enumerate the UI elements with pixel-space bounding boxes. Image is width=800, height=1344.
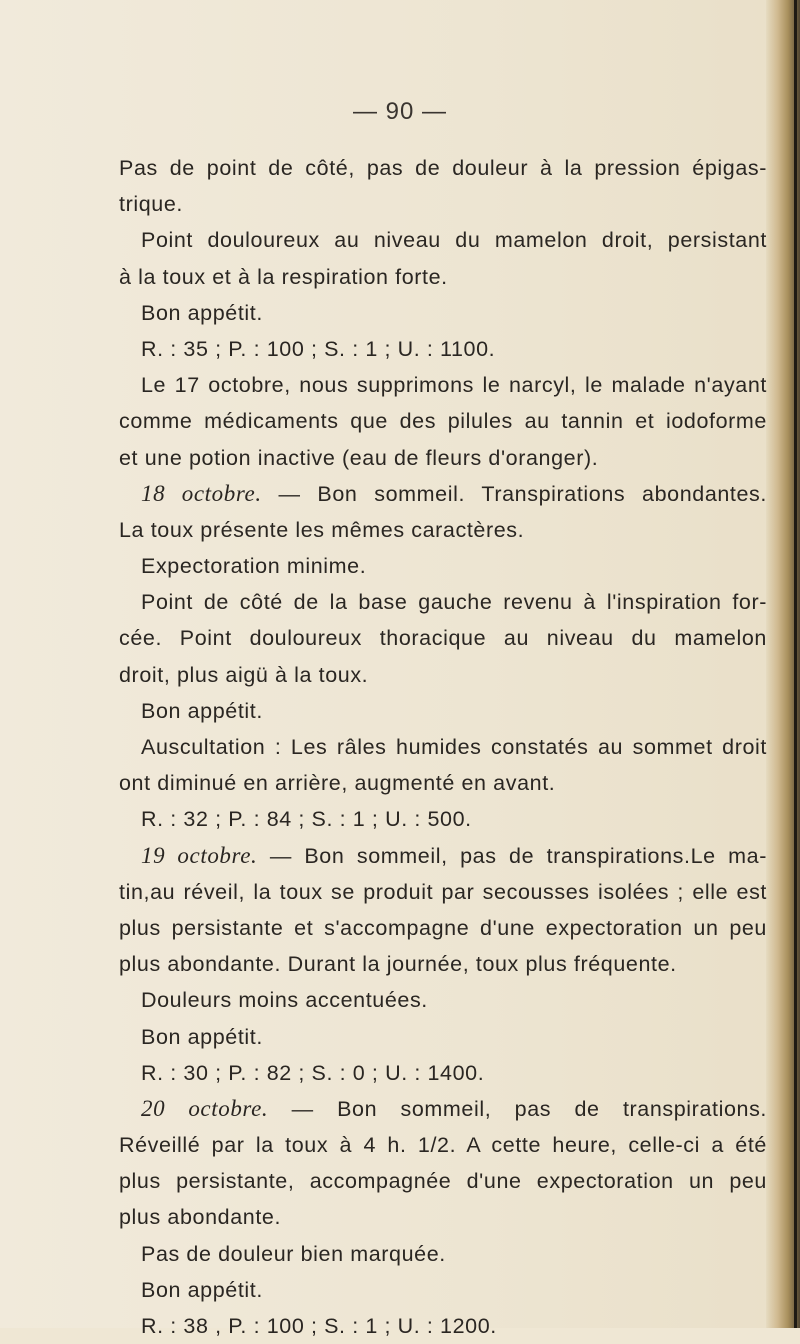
entry-heading-line xyxy=(119,838,767,874)
text-line: plus abondante. xyxy=(119,1205,282,1230)
text-line: Pas de douleur bien marquée. xyxy=(141,1241,446,1266)
entry-heading-line xyxy=(119,1091,767,1127)
text-line: tin,au réveil, la toux se produit par secousses isolées ; elle est xyxy=(119,879,767,904)
text-line: Le 17 octobre, nous supprimons le narcyl, le malade n'ayant xyxy=(141,373,767,398)
text-line: trique. xyxy=(119,192,183,217)
text-line: Expectoration minime. xyxy=(141,554,367,579)
entry-text: — Bon sommeil, pas de transpirations.Le ma- xyxy=(257,843,767,868)
text-line: Point douloureux au niveau du mamelon droit, persistant xyxy=(141,228,767,253)
vitals-line: R. : 30 ; P. : 82 ; S. : 0 ; U. : 1400. xyxy=(141,1060,485,1085)
text-line: La toux présente les mêmes caractères. xyxy=(119,517,525,542)
text-line: droit, plus aigü à la toux. xyxy=(119,662,369,687)
text-line: plus persistante et s'accompagne d'une expectoration un peu xyxy=(119,915,767,940)
vitals-line: R. : 32 ; P. : 84 ; S. : 1 ; U. : 500. xyxy=(141,807,472,832)
body-text xyxy=(119,150,767,1344)
entry-date: 19 octobre. xyxy=(141,842,258,868)
text-line: et une potion inactive (eau de fleurs d'oranger). xyxy=(119,445,599,470)
text-line: ont diminué en arrière, augmenté en avant. xyxy=(119,771,556,796)
page-edge-line xyxy=(794,0,797,1328)
page-number: — 90 — xyxy=(352,98,448,125)
text-line: Bon appétit. xyxy=(141,1277,263,1302)
entry-date: 20 octobre. xyxy=(141,1095,269,1121)
entry-text: — Bon sommeil. Transpirations abondantes. xyxy=(261,481,767,506)
text-line: Bon appétit. xyxy=(141,300,263,325)
text-line: Auscultation : Les râles humides constatés au sommet droit xyxy=(141,735,767,759)
entry-date: 18 octobre. xyxy=(141,480,262,506)
text-line: cée. Point douloureux thoracique au niveau du mamelon xyxy=(119,626,767,651)
text-line: Bon appétit. xyxy=(141,1024,263,1049)
vitals-line: R. : 35 ; P. : 100 ; S. : 1 ; U. : 1100. xyxy=(141,336,496,361)
text-line: Point de côté de la base gauche revenu à l'inspiration for- xyxy=(141,590,767,615)
text-line: Bon appétit. xyxy=(141,698,263,723)
text-line: comme médicaments que des pilules au tannin et iodoforme xyxy=(119,409,767,434)
text-line: Douleurs moins accentuées. xyxy=(141,988,428,1013)
text-line: Pas de point de côté, pas de douleur à la pression épigas- xyxy=(119,156,767,180)
text-line: plus persistante, accompagnée d'une expectoration un peu xyxy=(119,1169,767,1194)
text-line: plus abondante. Durant la journée, toux plus fréquente. xyxy=(119,952,677,977)
vitals-line: R. : 38 , P. : 100 ; S. : 1 ; U. : 1200. xyxy=(141,1314,497,1338)
text-line: à la toux et à la respiration forte. xyxy=(119,264,448,289)
text-line: Réveillé par la toux à 4 h. 1/2. A cette heure, celle-ci a été xyxy=(119,1133,767,1158)
entry-heading-line xyxy=(119,476,767,512)
entry-text: — Bon sommeil, pas de transpirations. xyxy=(268,1096,767,1121)
